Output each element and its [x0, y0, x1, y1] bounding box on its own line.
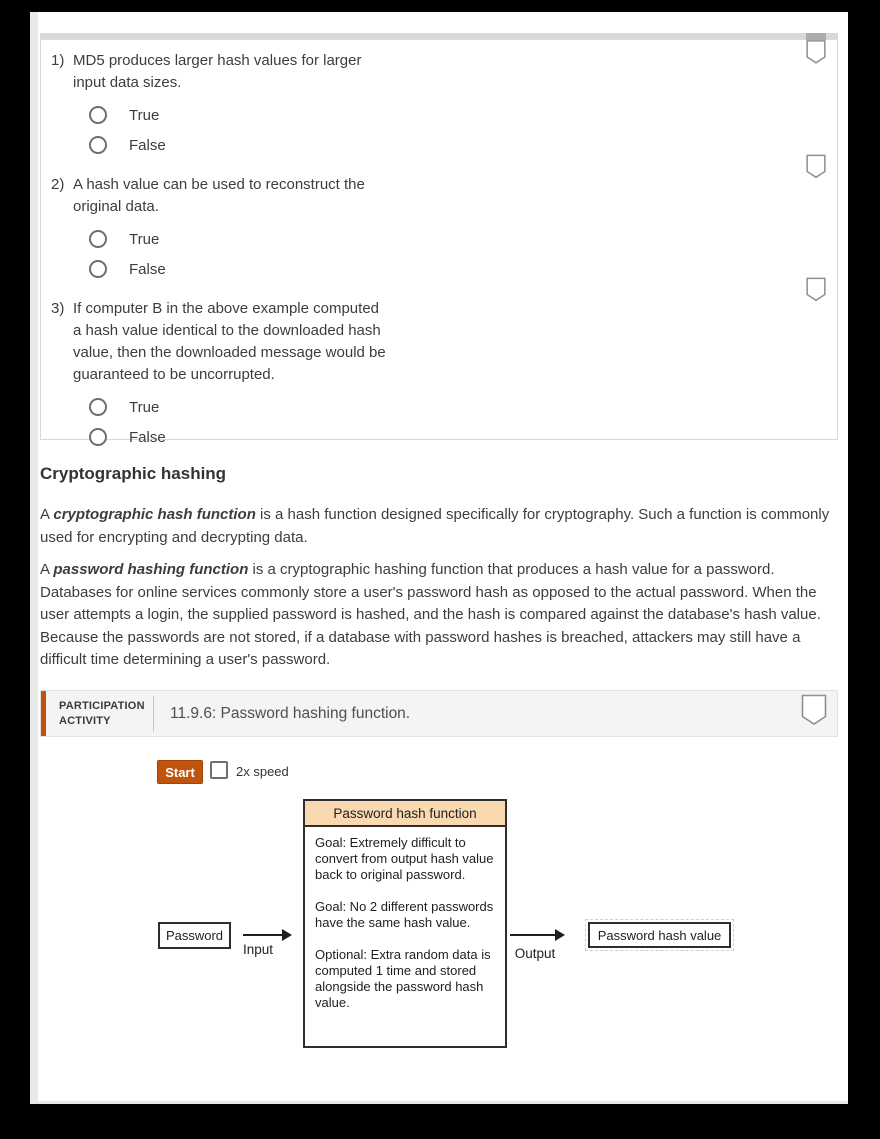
radio-button-icon[interactable] [89, 398, 107, 416]
paragraph-lead: A [40, 561, 54, 578]
bookmark-icon[interactable] [806, 153, 826, 180]
option-true[interactable] [89, 224, 837, 254]
question-set-card [40, 40, 838, 446]
input-arrow-label: Input [242, 942, 274, 957]
goal-text-1: Goal: Extremely difficult to convert from output hash value back to original password. [315, 835, 494, 882]
kicker-line-2: ACTIVITY [59, 714, 111, 727]
option-false[interactable] [89, 254, 837, 284]
bookmark-icon[interactable] [806, 276, 826, 303]
question-number: 3) [51, 300, 65, 317]
output-arrow-label: Output [514, 946, 556, 961]
radio-button-icon[interactable] [89, 260, 107, 278]
participation-activity-header [40, 690, 838, 737]
option-label: False [129, 136, 166, 154]
radio-button-icon[interactable] [89, 230, 107, 248]
paragraph [40, 559, 840, 672]
radio-button-icon[interactable] [89, 428, 107, 446]
diagram-hash-function-box [303, 799, 507, 1048]
hash-function-box-title: Password hash function [305, 801, 505, 827]
question-2 [51, 174, 837, 218]
optional-text: Optional: Extra random data is computed 1 time and stored alongside the password hash value. [315, 947, 491, 1010]
hash-function-box-body [305, 827, 505, 1011]
output-arrow-icon [510, 934, 555, 936]
option-label: False [129, 260, 166, 278]
radio-button-icon[interactable] [89, 136, 107, 154]
start-button[interactable]: Start [157, 760, 203, 784]
header-divider [153, 696, 154, 732]
bookmark-icon[interactable] [806, 39, 826, 65]
question-number: 2) [51, 176, 65, 193]
question-text: A hash value can be used to reconstruct the original data. [73, 176, 365, 215]
question-text: If computer B in the above example computed a hash value identical to the downloaded hash value, then the downloaded message would be guaranteed to be uncorrupted. [73, 300, 386, 383]
key-term: cryptographic hash function [53, 506, 256, 523]
question-1 [51, 50, 837, 94]
diagram-hash-value-box: Password hash value [588, 922, 731, 948]
option-false[interactable] [89, 130, 837, 160]
radio-button-icon[interactable] [89, 106, 107, 124]
input-arrow-icon [243, 934, 282, 936]
activity-accent-bar [41, 691, 46, 736]
kicker-line-1: PARTICIPATION [59, 699, 145, 712]
option-label: False [129, 428, 166, 446]
content-page [30, 12, 848, 1104]
goal-text-2: Goal: No 2 different passwords have the same hash value. [315, 899, 494, 930]
speed-checkbox[interactable] [210, 761, 228, 779]
question-3 [51, 298, 837, 386]
paragraph-rest: is a cryptographic hashing function that produces a hash value for a password. Databases for online services commonly store a user's password hash as opposed to the actual password. When the user attempts a login, the supplied password is hashed, and the hash is compared against the database's hash value. Because the passwords are not stored, if a database with password hashes is breached, attackers may still have a difficult time determining a user's password. [40, 561, 821, 668]
key-term: password hashing function [53, 561, 249, 578]
diagram-password-box: Password [158, 922, 231, 949]
question-2-options [41, 224, 837, 284]
option-label: True [129, 230, 160, 248]
option-true[interactable] [89, 100, 837, 130]
option-false[interactable] [89, 422, 837, 452]
paragraph-rest: is a hash function designed specifically for cryptography. Such a function is commonly used for encrypting and decrypting data. [40, 506, 830, 546]
paragraph-lead: A [40, 506, 54, 523]
animation-stage [30, 737, 848, 1102]
activity-kicker [59, 699, 149, 729]
previous-card-edge [40, 33, 838, 40]
speed-checkbox-label: 2x speed [236, 764, 289, 779]
question-number: 1) [51, 52, 65, 69]
paragraph [40, 504, 840, 549]
question-3-options [41, 392, 837, 452]
question-1-options [41, 100, 837, 160]
option-true[interactable] [89, 392, 837, 422]
question-text: MD5 produces larger hash values for larger input data sizes. [73, 52, 362, 91]
section-heading: Cryptographic hashing [40, 464, 227, 483]
activity-title: 11.9.6: Password hashing function. [170, 704, 411, 722]
option-label: True [129, 106, 160, 124]
bookmark-icon[interactable] [801, 693, 827, 727]
option-label: True [129, 398, 160, 416]
